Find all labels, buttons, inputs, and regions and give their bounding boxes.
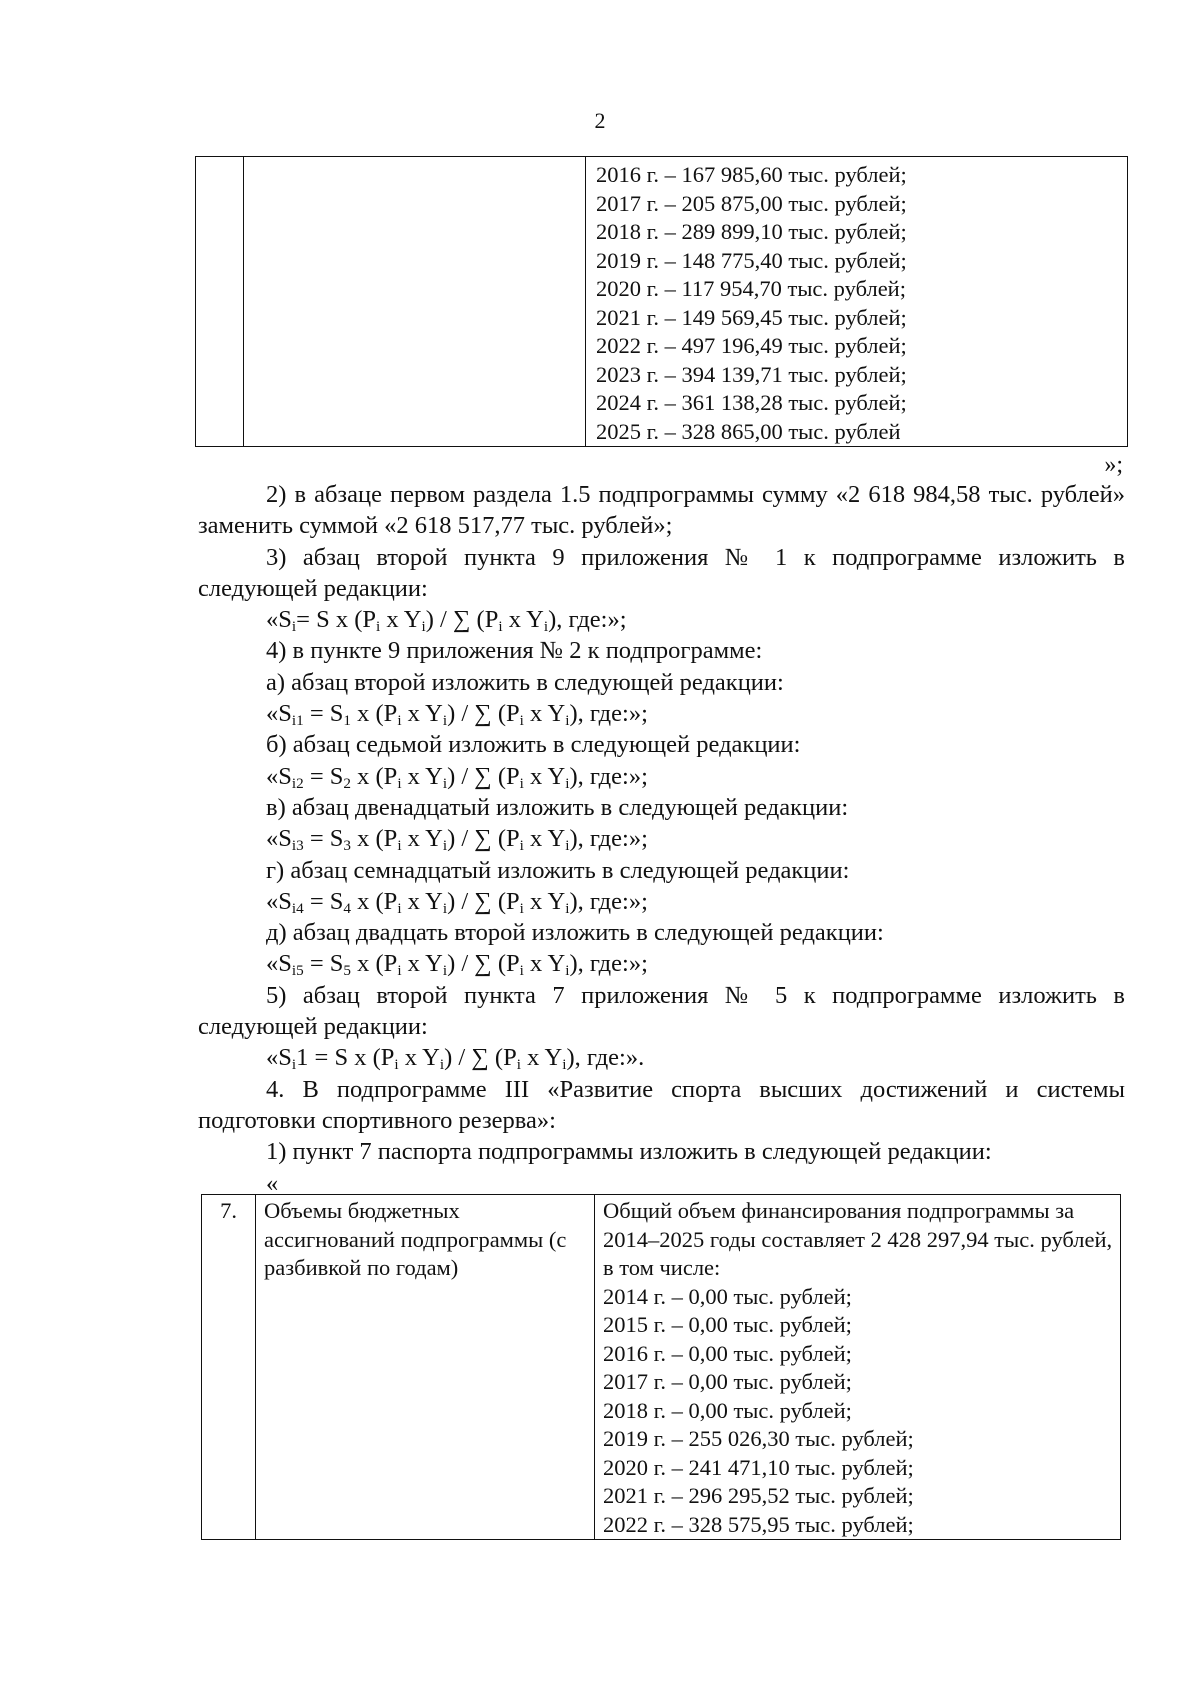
year-amount-line: 2020 г. – 241 471,10 тыс. рублей;	[603, 1454, 914, 1480]
document-body	[198, 479, 1125, 1199]
year-amount-line: 2016 г. – 167 985,60 тыс. рублей;	[596, 162, 907, 187]
table-cell-number: 7.	[202, 1195, 256, 1540]
year-amount-line: 2017 г. – 205 875,00 тыс. рублей;	[596, 190, 907, 216]
table-row	[202, 1195, 1121, 1540]
formula-si5: «$S_{i5} = S_5$ x ($P_i$ x $Y_i$) / ∑ ($P_i$ x $Y_i$), где:»;	[266, 950, 648, 980]
subparagraph-d: д) абзац двадцать второй изложить в следующей редакции:	[266, 919, 884, 947]
paragraph-section-4: 4. В подпрограмме III «Развитие спорта высших достижений и системы подготовки спортивного резерва»:	[198, 1075, 1125, 1134]
year-amount-line: 2025 г. – 328 865,00 тыс. рублей	[596, 418, 901, 444]
page-number: 2	[594, 108, 606, 133]
table-cell-number	[196, 157, 244, 447]
formula-si: «$S_i= S$ x ($P_i$ x $Y_i$) / ∑ ($P_i$ x $Y_i$), где:»;	[266, 606, 627, 635]
formula-si4: «$S_{i4} = S_4$ x ($P_i$ x $Y_i$) / ∑ ($P_i$ x $Y_i$), где:»;	[266, 887, 648, 917]
table-cell-label	[244, 157, 586, 447]
funding-table-subprogram-3	[201, 1194, 1121, 1540]
funding-intro: Общий объем финансирования подпрограммы за 2014–2025 годы составляет 2 428 297,94 тыс. рублей, в том числе:	[603, 1198, 1113, 1280]
formula-si1: «$S_{i1} = S_1$ x ($P_i$ x $Y_i$) / ∑ ($P_i$ x $Y_i$), где:»;	[266, 700, 648, 729]
paragraph-item-2: 2) в абзаце первом раздела 1.5 подпрограммы сумму «2 618 984,58 тыс. рублей» заменить суммой «2 618 517,77 тыс. рублей»;	[198, 481, 1125, 540]
paragraph-item-5: 5) абзац второй пункта 7 приложения № 5 к подпрограмме изложить в следующей редакции:	[198, 981, 1125, 1041]
year-amount-line: 2021 г. – 149 569,45 тыс. рублей;	[596, 304, 907, 330]
subparagraph-b: б) абзац седьмой изложить в следующей редакции:	[266, 731, 801, 759]
table-cell-years	[595, 1195, 1121, 1540]
table-row	[196, 157, 1128, 447]
paragraph-item-3: 3) абзац второй пункта 9 приложения № 1 к подпрограмме изложить в следующей редакции:	[198, 543, 1125, 602]
subparagraph-g: г) абзац семнадцатый изложить в следующей редакции:	[266, 856, 850, 884]
year-amount-line: 2018 г. – 0,00 тыс. рублей;	[603, 1397, 852, 1423]
year-amount-line: 2016 г. – 0,00 тыс. рублей;	[603, 1340, 852, 1366]
year-amount-line: 2021 г. – 296 295,52 тыс. рублей;	[603, 1483, 914, 1508]
paragraph-item-4: 4) в пункте 9 приложения № 2 к подпрограмме:	[266, 637, 763, 665]
formula-si2: «$S_{i2} = S_2$ x ($P_i$ x $Y_i$) / ∑ ($P_i$ x $Y_i$), где:»;	[266, 762, 648, 792]
year-amount-line: 2024 г. – 361 138,28 тыс. рублей;	[596, 390, 907, 415]
closing-quote: »;	[1104, 452, 1123, 478]
paragraph-subitem-1: 1) пункт 7 паспорта подпрограммы изложить в следующей редакции:	[266, 1138, 992, 1166]
formula-si3: «$S_{i3} = S_3$ x ($P_i$ x $Y_i$) / ∑ ($P_i$ x $Y_i$), где:»;	[266, 825, 648, 855]
year-amount-line: 2019 г. – 148 775,40 тыс. рублей;	[596, 247, 907, 273]
open-quote: «	[266, 1169, 279, 1197]
formula-si1-final: «$S_i1 = S$ x ($P_i$ x $Y_i$) / ∑ ($P_i$ x $Y_i$), где:».	[266, 1044, 645, 1074]
subparagraph-a: а) абзац второй изложить в следующей редакции:	[266, 668, 784, 696]
year-amount-line: 2017 г. – 0,00 тыс. рублей;	[603, 1369, 852, 1394]
table-cell-years	[586, 157, 1128, 447]
year-amount-line: 2014 г. – 0,00 тыс. рублей;	[603, 1283, 852, 1309]
year-amount-line: 2015 г. – 0,00 тыс. рублей;	[603, 1312, 852, 1337]
year-amount-line: 2018 г. – 289 899,10 тыс. рублей;	[596, 219, 907, 244]
year-amount-line: 2022 г. – 328 575,95 тыс. рублей;	[603, 1511, 914, 1537]
subparagraph-v: в) абзац двенадцатый изложить в следующей редакции:	[266, 793, 849, 821]
funding-table-continued	[195, 156, 1128, 447]
year-amount-line: 2020 г. – 117 954,70 тыс. рублей;	[596, 276, 906, 301]
year-amount-line: 2023 г. – 394 139,71 тыс. рублей;	[596, 361, 907, 387]
year-amount-line: 2022 г. – 497 196,49 тыс. рублей;	[596, 333, 907, 358]
year-amount-line: 2019 г. – 255 026,30 тыс. рублей;	[603, 1426, 914, 1451]
table-cell-label: Объемы бюджетных ассигнований подпрограммы (с разбивкой по годам)	[256, 1195, 595, 1540]
